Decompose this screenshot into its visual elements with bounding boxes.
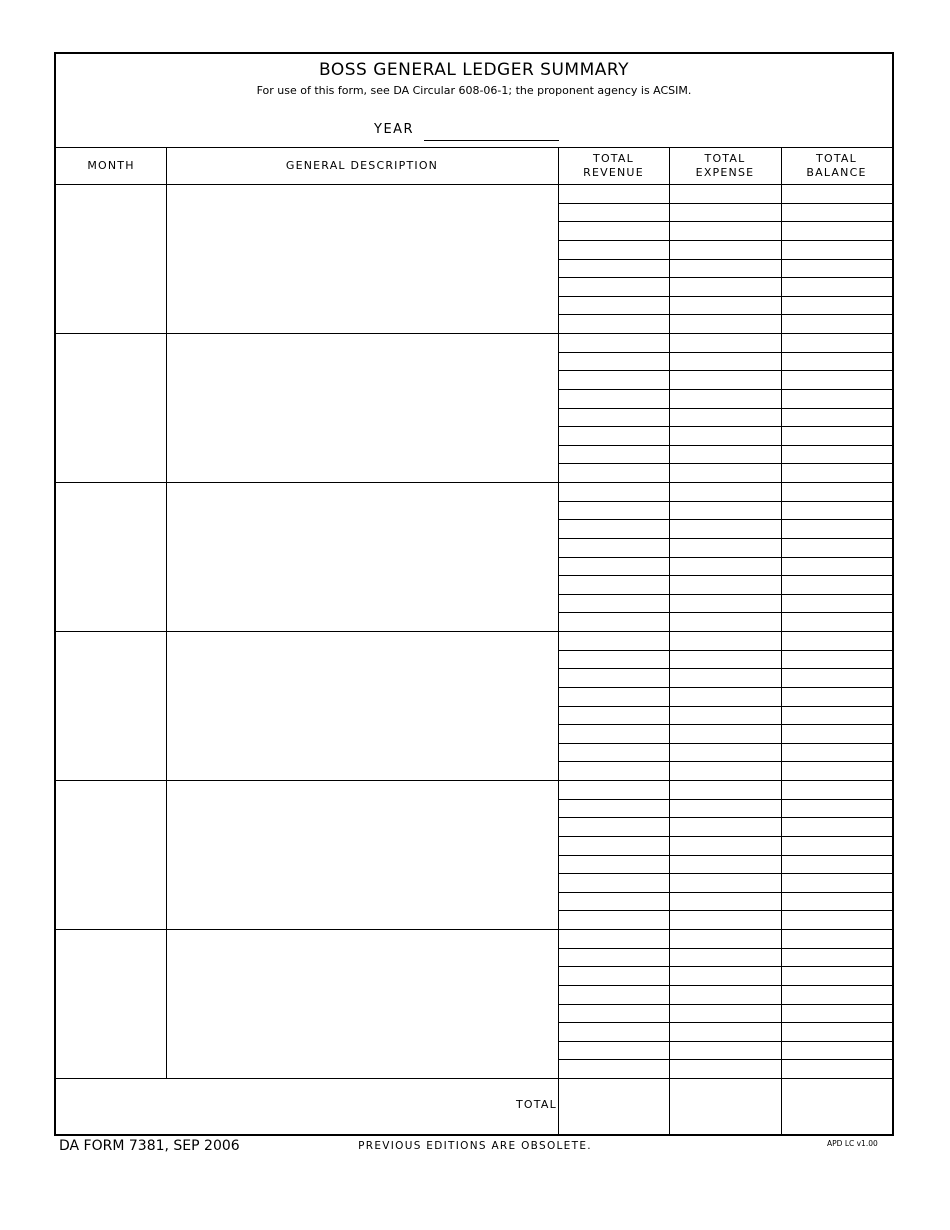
balance-cell[interactable] — [781, 594, 892, 613]
expense-cell[interactable] — [669, 203, 781, 222]
revenue-cell[interactable] — [558, 408, 669, 427]
balance-cell[interactable] — [781, 706, 892, 725]
balance-header: TOTAL BALANCE — [806, 151, 867, 179]
form-number: DA FORM 7381, SEP 2006 — [59, 1138, 240, 1154]
revenue-cell[interactable] — [558, 259, 669, 278]
expense-cell[interactable] — [669, 1059, 781, 1078]
balance-cell[interactable] — [781, 668, 892, 687]
month-field[interactable] — [56, 780, 166, 929]
revenue-cell[interactable] — [558, 966, 669, 985]
revenue-cell[interactable] — [558, 557, 669, 576]
revenue-cell[interactable] — [558, 668, 669, 687]
revenue-cell[interactable] — [558, 203, 669, 222]
balance-cell[interactable] — [781, 1041, 892, 1060]
balance-cell[interactable] — [781, 780, 892, 799]
balance-cell[interactable] — [781, 650, 892, 669]
revenue-cell[interactable] — [558, 985, 669, 1004]
balance-cell[interactable] — [781, 203, 892, 222]
version-label: APD LC v1.00 — [827, 1139, 878, 1148]
revenue-cell[interactable] — [558, 1004, 669, 1023]
balance-cell[interactable] — [781, 892, 892, 911]
expense-cell[interactable] — [669, 817, 781, 836]
revenue-cell[interactable] — [558, 910, 669, 929]
balance-cell[interactable] — [781, 873, 892, 892]
balance-cell[interactable] — [781, 296, 892, 315]
balance-cell[interactable] — [781, 445, 892, 464]
revenue-cell[interactable] — [558, 761, 669, 780]
total-label: TOTAL — [516, 1098, 557, 1111]
revenue-cell[interactable] — [558, 799, 669, 818]
expense-cell[interactable] — [669, 743, 781, 762]
revenue-cell[interactable] — [558, 724, 669, 743]
expense-cell[interactable] — [669, 1022, 781, 1041]
expense-cell[interactable] — [669, 463, 781, 482]
revenue-cell[interactable] — [558, 296, 669, 315]
description-field[interactable] — [166, 780, 558, 929]
balance-cell[interactable] — [781, 314, 892, 333]
expense-cell[interactable] — [669, 612, 781, 631]
revenue-cell[interactable] — [558, 240, 669, 259]
expense-cell[interactable] — [669, 575, 781, 594]
balance-cell[interactable] — [781, 221, 892, 240]
expense-cell[interactable] — [669, 966, 781, 985]
revenue-cell[interactable] — [558, 836, 669, 855]
expense-cell[interactable] — [669, 501, 781, 520]
revenue-cell[interactable] — [558, 463, 669, 482]
description-header: GENERAL DESCRIPTION — [285, 158, 439, 172]
expense-cell[interactable] — [669, 594, 781, 613]
expense-cell[interactable] — [669, 929, 781, 948]
balance-cell[interactable] — [781, 557, 892, 576]
balance-cell[interactable] — [781, 948, 892, 967]
expense-cell[interactable] — [669, 519, 781, 538]
revenue-cell[interactable] — [558, 314, 669, 333]
balance-cell[interactable] — [781, 482, 892, 501]
description-field[interactable] — [166, 333, 558, 482]
total-balance-field[interactable] — [781, 1078, 892, 1134]
expense-cell[interactable] — [669, 240, 781, 259]
revenue-cell[interactable] — [558, 519, 669, 538]
expense-cell[interactable] — [669, 873, 781, 892]
balance-cell[interactable] — [781, 724, 892, 743]
expense-cell[interactable] — [669, 836, 781, 855]
total-revenue-field[interactable] — [558, 1078, 669, 1134]
revenue-cell[interactable] — [558, 706, 669, 725]
balance-cell[interactable] — [781, 761, 892, 780]
revenue-cell[interactable] — [558, 333, 669, 352]
revenue-cell[interactable] — [558, 743, 669, 762]
balance-cell[interactable] — [781, 184, 892, 203]
expense-cell[interactable] — [669, 221, 781, 240]
balance-cell[interactable] — [781, 612, 892, 631]
year-field[interactable] — [424, 140, 559, 141]
balance-cell[interactable] — [781, 1059, 892, 1078]
revenue-cell[interactable] — [558, 650, 669, 669]
expense-cell[interactable] — [669, 668, 781, 687]
revenue-cell[interactable] — [558, 426, 669, 445]
balance-cell[interactable] — [781, 687, 892, 706]
balance-cell[interactable] — [781, 799, 892, 818]
revenue-cell[interactable] — [558, 501, 669, 520]
total-expense-field[interactable] — [669, 1078, 781, 1134]
balance-cell[interactable] — [781, 389, 892, 408]
balance-cell[interactable] — [781, 1022, 892, 1041]
expense-cell[interactable] — [669, 277, 781, 296]
balance-cell[interactable] — [781, 259, 892, 278]
expense-cell[interactable] — [669, 445, 781, 464]
month-header: MONTH — [87, 158, 135, 172]
balance-cell[interactable] — [781, 743, 892, 762]
revenue-cell[interactable] — [558, 873, 669, 892]
revenue-cell[interactable] — [558, 184, 669, 203]
balance-cell[interactable] — [781, 426, 892, 445]
balance-cell[interactable] — [781, 836, 892, 855]
revenue-cell[interactable] — [558, 892, 669, 911]
expense-cell[interactable] — [669, 761, 781, 780]
revenue-cell[interactable] — [558, 780, 669, 799]
month-field[interactable] — [56, 482, 166, 631]
expense-cell[interactable] — [669, 631, 781, 650]
description-field[interactable] — [166, 929, 558, 1078]
balance-cell[interactable] — [781, 910, 892, 929]
revenue-cell[interactable] — [558, 1022, 669, 1041]
balance-cell[interactable] — [781, 408, 892, 427]
expense-cell[interactable] — [669, 855, 781, 874]
expense-cell[interactable] — [669, 557, 781, 576]
balance-cell[interactable] — [781, 855, 892, 874]
revenue-cell[interactable] — [558, 482, 669, 501]
form-title: BOSS GENERAL LEDGER SUMMARY — [319, 60, 629, 80]
revenue-cell[interactable] — [558, 538, 669, 557]
balance-cell[interactable] — [781, 519, 892, 538]
expense-cell[interactable] — [669, 985, 781, 1004]
balance-cell[interactable] — [781, 575, 892, 594]
balance-cell[interactable] — [781, 966, 892, 985]
expense-cell[interactable] — [669, 333, 781, 352]
month-field[interactable] — [56, 631, 166, 780]
balance-cell[interactable] — [781, 1004, 892, 1023]
expense-cell[interactable] — [669, 910, 781, 929]
balance-cell[interactable] — [781, 817, 892, 836]
revenue-header: TOTAL REVENUE — [583, 151, 644, 179]
month-field[interactable] — [56, 333, 166, 482]
balance-cell[interactable] — [781, 333, 892, 352]
description-field[interactable] — [166, 482, 558, 631]
balance-cell[interactable] — [781, 631, 892, 650]
expense-cell[interactable] — [669, 706, 781, 725]
revenue-cell[interactable] — [558, 594, 669, 613]
balance-cell[interactable] — [781, 370, 892, 389]
expense-cell[interactable] — [669, 259, 781, 278]
revenue-cell[interactable] — [558, 370, 669, 389]
revenue-cell[interactable] — [558, 855, 669, 874]
expense-cell[interactable] — [669, 426, 781, 445]
form-subtitle: For use of this form, see DA Circular 608-06-1; the proponent agency is ACSIM. — [256, 84, 692, 97]
balance-cell[interactable] — [781, 277, 892, 296]
year-label: YEAR — [374, 122, 415, 137]
expense-cell[interactable] — [669, 389, 781, 408]
balance-cell[interactable] — [781, 352, 892, 371]
expense-cell[interactable] — [669, 780, 781, 799]
expense-cell[interactable] — [669, 352, 781, 371]
revenue-cell[interactable] — [558, 631, 669, 650]
revenue-cell[interactable] — [558, 389, 669, 408]
expense-cell[interactable] — [669, 408, 781, 427]
month-field[interactable] — [56, 929, 166, 1078]
expense-cell[interactable] — [669, 314, 781, 333]
revenue-cell[interactable] — [558, 575, 669, 594]
expense-cell[interactable] — [669, 538, 781, 557]
description-field[interactable] — [166, 631, 558, 780]
expense-cell[interactable] — [669, 799, 781, 818]
revenue-cell[interactable] — [558, 277, 669, 296]
expense-cell[interactable] — [669, 687, 781, 706]
expense-cell[interactable] — [669, 1004, 781, 1023]
expense-cell[interactable] — [669, 184, 781, 203]
balance-cell[interactable] — [781, 929, 892, 948]
revenue-cell[interactable] — [558, 221, 669, 240]
balance-cell[interactable] — [781, 538, 892, 557]
balance-cell[interactable] — [781, 240, 892, 259]
month-field[interactable] — [56, 184, 166, 333]
expense-header: TOTAL EXPENSE — [695, 151, 755, 179]
balance-cell[interactable] — [781, 463, 892, 482]
revenue-cell[interactable] — [558, 612, 669, 631]
obsolete-notice: PREVIOUS EDITIONS ARE OBSOLETE. — [358, 1140, 592, 1152]
revenue-cell[interactable] — [558, 948, 669, 967]
ledger-form — [54, 52, 894, 1136]
expense-cell[interactable] — [669, 892, 781, 911]
expense-cell[interactable] — [669, 948, 781, 967]
expense-cell[interactable] — [669, 482, 781, 501]
revenue-cell[interactable] — [558, 929, 669, 948]
balance-cell[interactable] — [781, 985, 892, 1004]
revenue-cell[interactable] — [558, 817, 669, 836]
balance-cell[interactable] — [781, 501, 892, 520]
revenue-cell[interactable] — [558, 445, 669, 464]
expense-cell[interactable] — [669, 296, 781, 315]
revenue-cell[interactable] — [558, 687, 669, 706]
expense-cell[interactable] — [669, 724, 781, 743]
expense-cell[interactable] — [669, 650, 781, 669]
revenue-cell[interactable] — [558, 1041, 669, 1060]
expense-cell[interactable] — [669, 1041, 781, 1060]
revenue-cell[interactable] — [558, 1059, 669, 1078]
revenue-cell[interactable] — [558, 352, 669, 371]
expense-cell[interactable] — [669, 370, 781, 389]
description-field[interactable] — [166, 184, 558, 333]
